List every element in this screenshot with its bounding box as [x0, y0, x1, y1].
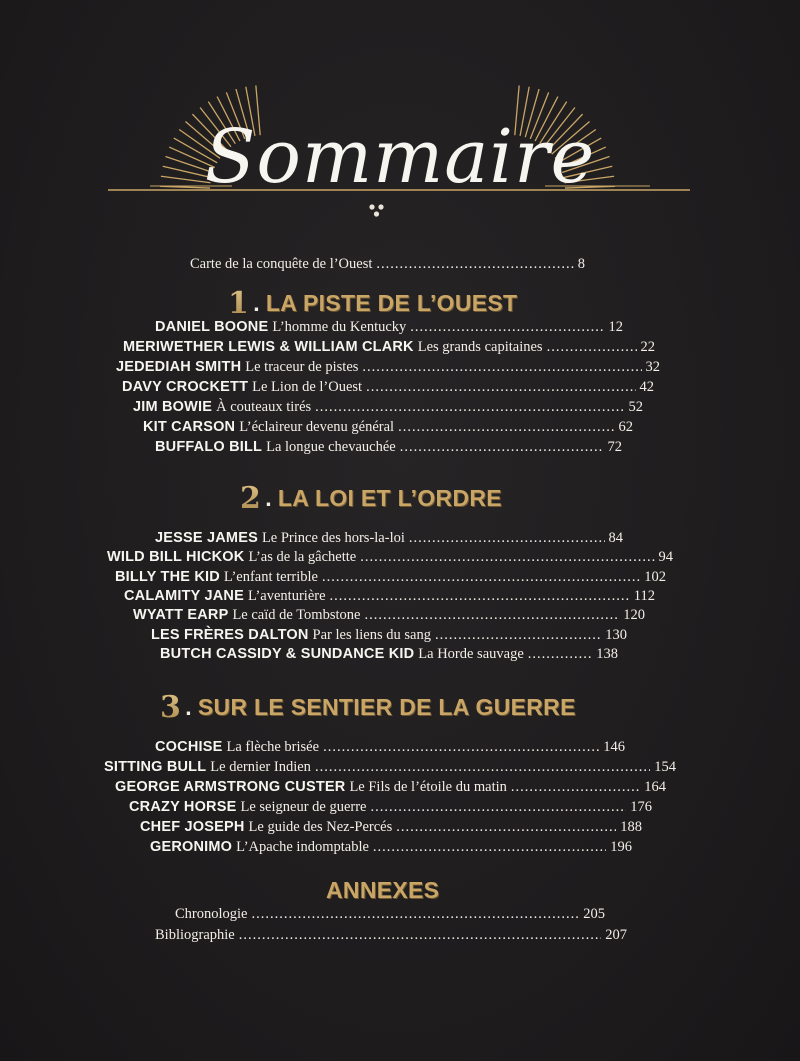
toc-entry-subtitle: Le dernier Indien	[210, 759, 311, 775]
toc-entry-subtitle: Le caïd de Tombstone	[232, 607, 361, 623]
toc-entry-subtitle: Le seigneur de guerre	[240, 799, 367, 815]
toc-entry[interactable]	[123, 337, 655, 357]
toc-entry-subtitle: Le Fils de l’étoile du matin	[349, 779, 507, 795]
dot-leader	[252, 904, 580, 924]
dot-leader	[315, 397, 624, 417]
toc-entry[interactable]	[155, 437, 622, 457]
toc-page-number: 84	[608, 530, 623, 546]
toc-entry-name: CRAZY HORSE	[129, 799, 237, 815]
toc-entry-label: Bibliographie	[155, 927, 235, 943]
dot-leader	[360, 547, 654, 567]
toc-entry-label: Carte de la conquête de l’Ouest	[190, 256, 373, 272]
dot-leader	[239, 925, 602, 945]
toc-entry-subtitle: La flèche brisée	[226, 739, 320, 755]
section-title: SUR LE SENTIER DE LA GUERRE	[197, 693, 576, 720]
dot-leader	[322, 567, 640, 587]
dot-leader	[410, 317, 604, 337]
dot-leader	[373, 837, 606, 857]
toc-page-number: 94	[658, 549, 673, 565]
section-number: 2	[240, 480, 262, 516]
toc-entry-name: GEORGE ARMSTRONG CUSTER	[115, 779, 346, 795]
toc-entry[interactable]	[133, 397, 643, 417]
toc-page-number: 120	[623, 607, 645, 623]
dot-leader	[398, 417, 614, 437]
toc-entry-name: BILLY THE KID	[115, 569, 220, 585]
dot-leader	[409, 528, 605, 548]
toc-entry-name: JESSE JAMES	[155, 530, 258, 546]
section-number: 3	[160, 689, 182, 725]
toc-entry-name: JEDEDIAH SMITH	[116, 359, 242, 375]
dot-leader	[511, 777, 640, 797]
toc-entry-name: LES FRÈRES DALTON	[151, 627, 309, 643]
section-heading-2	[240, 481, 502, 515]
toc-entry-annex[interactable]	[155, 925, 627, 945]
toc-entry-subtitle: L’Apache indomptable	[236, 839, 369, 855]
toc-page-number: 72	[607, 439, 622, 455]
toc-page-number: 102	[644, 569, 666, 585]
toc-entry-name: WYATT EARP	[133, 607, 229, 623]
section-number: 1	[228, 285, 250, 321]
toc-entry-subtitle: Les grands capitaines	[417, 339, 543, 355]
section-title: LA LOI ET L’ORDRE	[277, 484, 502, 511]
toc-entry-subtitle: La Horde sauvage	[418, 646, 524, 662]
section-heading-annexes	[326, 873, 439, 907]
header	[0, 0, 800, 230]
toc-entry[interactable]	[155, 737, 625, 757]
dot-leader	[330, 586, 630, 606]
section-bullet: .	[253, 289, 260, 316]
dot-leader	[315, 757, 650, 777]
toc-entry-subtitle: Par les liens du sang	[312, 627, 431, 643]
toc-page-number: 146	[603, 739, 625, 755]
toc-entry-subtitle: Le traceur de pistes	[245, 359, 359, 375]
toc-page-number: 130	[605, 627, 627, 643]
toc-entry[interactable]	[104, 757, 676, 777]
dot-leader	[364, 605, 619, 625]
toc-entry-name: GERONIMO	[150, 839, 233, 855]
toc-entry[interactable]	[115, 567, 666, 587]
toc-entry[interactable]	[155, 317, 623, 337]
trefoil-ornament-icon	[369, 204, 383, 216]
toc-entry[interactable]	[155, 528, 623, 548]
section-title: LA PISTE DE L’OUEST	[265, 289, 518, 316]
toc-entry-name: JIM BOWIE	[133, 399, 213, 415]
toc-page-number: 176	[630, 799, 652, 815]
toc-entry[interactable]	[151, 625, 627, 645]
toc-entry-annex[interactable]	[175, 904, 605, 924]
page-title: Sommaire	[204, 114, 596, 200]
toc-page-number: 32	[645, 359, 660, 375]
toc-page-number: 164	[644, 779, 666, 795]
toc-entry-name: DAVY CROCKETT	[122, 379, 249, 395]
toc-entry-name: CHEF JOSEPH	[140, 819, 245, 835]
toc-entry-subtitle: La longue chevauchée	[266, 439, 396, 455]
dot-leader	[400, 437, 604, 457]
toc-page-number: 207	[605, 927, 627, 943]
toc-entry[interactable]	[150, 837, 632, 857]
dot-leader	[435, 625, 601, 645]
toc-entry-name: SITTING BULL	[104, 759, 207, 775]
section-heading-1	[228, 286, 517, 320]
toc-page-number: 188	[620, 819, 642, 835]
section-bullet: .	[185, 693, 192, 720]
toc-entry[interactable]	[124, 586, 655, 606]
toc-entry-name: DANIEL BOONE	[155, 319, 269, 335]
toc-entry[interactable]	[160, 644, 618, 664]
toc-entry-subtitle: Le Lion de l’Ouest	[252, 379, 363, 395]
dot-leader	[366, 377, 635, 397]
toc-entry-subtitle: À couteaux tirés	[216, 399, 312, 415]
toc-entry-subtitle: Le guide des Nez-Percés	[248, 819, 393, 835]
dot-leader	[362, 357, 641, 377]
toc-page-number: 52	[628, 399, 643, 415]
toc-entry-name: BUTCH CASSIDY & SUNDANCE KID	[160, 646, 415, 662]
toc-entry-map[interactable]	[190, 254, 585, 274]
section-bullet: .	[265, 484, 272, 511]
toc-entry-name: COCHISE	[155, 739, 223, 755]
toc-entry[interactable]	[122, 377, 654, 397]
toc-entry[interactable]	[143, 417, 633, 437]
dot-leader	[547, 337, 637, 357]
dot-leader	[396, 817, 616, 837]
toc-page-number: 42	[639, 379, 654, 395]
dot-leader	[376, 254, 573, 274]
toc-entry-subtitle: L’enfant terrible	[223, 569, 318, 585]
dot-leader	[371, 797, 627, 817]
toc-page-number: 8	[577, 256, 585, 272]
toc-entry-name: MERIWETHER LEWIS & WILLIAM CLARK	[123, 339, 414, 355]
toc-entry-name: BUFFALO BILL	[155, 439, 263, 455]
toc-page-number: 205	[583, 906, 605, 922]
toc-entry-subtitle: L’homme du Kentucky	[272, 319, 407, 335]
toc-entry-name: WILD BILL HICKOK	[107, 549, 245, 565]
toc-entry-name: CALAMITY JANE	[124, 588, 244, 604]
toc-page-number: 196	[610, 839, 632, 855]
toc-entry-label: Chronologie	[175, 906, 248, 922]
toc-entry[interactable]	[107, 547, 673, 567]
toc-page-number: 138	[596, 646, 618, 662]
section-title: ANNEXES	[326, 876, 440, 903]
toc-entry[interactable]	[129, 797, 652, 817]
toc-entry-subtitle: Le Prince des hors-la-loi	[261, 530, 405, 546]
dot-leader	[528, 644, 592, 664]
toc-entry[interactable]	[116, 357, 660, 377]
toc-entry-subtitle: L’aventurière	[247, 588, 326, 604]
toc-entry[interactable]	[133, 605, 645, 625]
dot-leader	[323, 737, 599, 757]
toc-entry-subtitle: L’éclaireur devenu général	[239, 419, 395, 435]
toc-page-number: 62	[618, 419, 633, 435]
toc-entry-subtitle: L’as de la gâchette	[248, 549, 357, 565]
section-heading-3	[160, 690, 576, 724]
toc-entry-name: KIT CARSON	[143, 419, 236, 435]
toc-page-number: 112	[633, 588, 655, 604]
toc-page-number: 22	[640, 339, 655, 355]
toc-entry[interactable]	[115, 777, 666, 797]
toc-page-number: 12	[608, 319, 623, 335]
toc-page-number: 154	[654, 759, 676, 775]
toc-entry[interactable]	[140, 817, 642, 837]
